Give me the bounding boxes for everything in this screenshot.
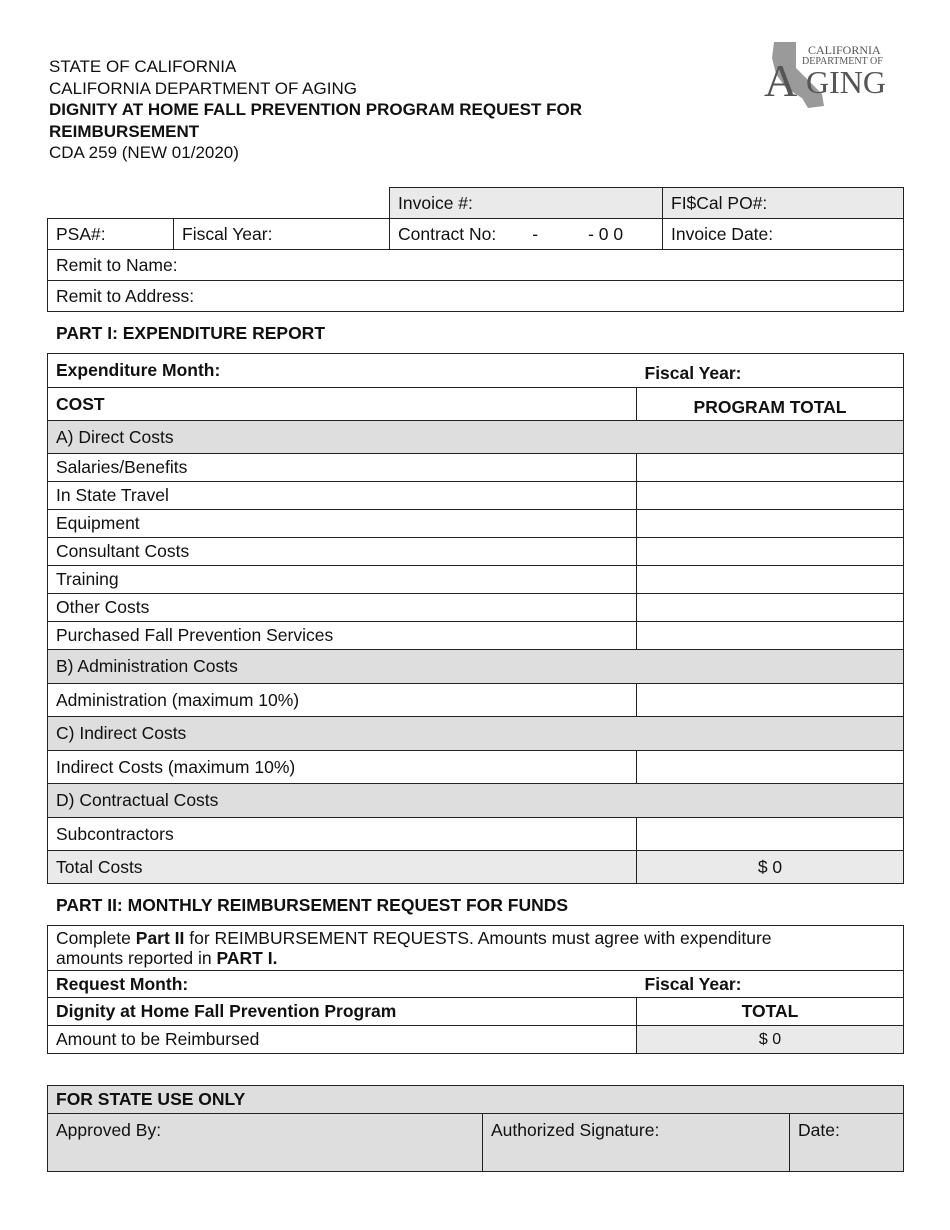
direct-costs-section: A) Direct Costs [48,421,904,454]
part2-title: PART II: MONTHLY REIMBURSEMENT REQUEST FOR FUNDS [56,895,569,915]
request-month-field[interactable]: Request Month: [48,971,637,998]
expenditure-report-table [47,353,904,884]
contract-label: Contract No: [398,223,497,244]
cost-row-label: Subcontractors [48,818,637,851]
department-line: CALIFORNIA DEPARTMENT OF AGING [49,78,357,98]
logo-ging-text: GING [806,64,886,100]
approved-by-field[interactable]: Approved By: [48,1114,483,1172]
fiscal-po-field[interactable]: FI$Cal PO#: [663,188,904,219]
part2-fiscal-year-field[interactable]: Fiscal Year: [637,971,904,998]
total-costs-value: $ 0 [637,851,904,884]
instructions-bold-part1: PART I. [216,948,278,968]
state-use-title: FOR STATE USE ONLY [48,1086,904,1114]
equipment-input[interactable] [637,510,904,538]
admin-costs-section: B) Administration Costs [48,650,904,684]
instructions-bold-part2: Part II [135,928,185,948]
form-title-line1: DIGNITY AT HOME FALL PREVENTION PROGRAM REQUEST FOR [49,100,583,119]
state-use-table [47,1085,904,1172]
instructions-text: amounts reported in [56,948,217,968]
reimbursement-request-table [47,925,904,1054]
training-input[interactable] [637,566,904,594]
logo-department-text: DEPARTMENT OF [802,56,883,67]
contract-suffix: - 0 0 [588,223,624,244]
form-title-line2: REIMBURSEMENT [49,121,200,141]
cost-row-label: Salaries/Benefits [48,454,637,482]
indirect-costs-section: C) Indirect Costs [48,717,904,751]
invoice-info-table [47,187,904,312]
remit-address-field[interactable]: Remit to Address: [48,281,904,312]
form-number: CDA 259 (NEW 01/2020) [49,143,239,162]
cost-header: COST [48,388,637,421]
consultant-costs-input[interactable] [637,538,904,566]
program-total-header: PROGRAM TOTAL [637,388,904,421]
total-header: TOTAL [637,998,904,1026]
invoice-date-field[interactable]: Invoice Date: [663,219,904,250]
purchased-services-input[interactable] [637,622,904,650]
cost-row-label: Consultant Costs [48,538,637,566]
invoice-number-field[interactable]: Invoice #: [390,188,663,219]
contract-dash: - [532,223,539,244]
cost-row-label: Purchased Fall Prevention Services [48,622,637,650]
in-state-travel-input[interactable] [637,482,904,510]
cost-row-label: Other Costs [48,594,637,622]
remit-name-field[interactable]: Remit to Name: [48,250,904,281]
contract-number-field[interactable] [390,219,663,250]
cda-logo [762,38,898,110]
part1-title: PART I: EXPENDITURE REPORT [56,323,326,343]
date-field[interactable]: Date: [790,1114,904,1172]
instructions-text: for REIMBURSEMENT REQUESTS. Amounts must agree with expenditure [184,928,772,948]
part2-instructions [48,926,904,971]
contractual-costs-section: D) Contractual Costs [48,784,904,818]
form-header [49,56,582,164]
psa-field[interactable]: PSA#: [48,219,174,250]
part1-fiscal-year-field[interactable]: Fiscal Year: [637,354,904,388]
logo-california-text: CALIFORNIA [808,43,881,57]
indirect-costs-input[interactable] [637,751,904,784]
cost-row-label: Equipment [48,510,637,538]
total-costs-label: Total Costs [48,851,637,884]
cost-row-label: Indirect Costs (maximum 10%) [48,751,637,784]
program-header: Dignity at Home Fall Prevention Program [48,998,637,1026]
salaries-benefits-input[interactable] [637,454,904,482]
authorized-signature-field[interactable]: Authorized Signature: [483,1114,790,1172]
other-costs-input[interactable] [637,594,904,622]
amount-reimbursed-label: Amount to be Reimbursed [48,1026,637,1054]
subcontractors-input[interactable] [637,818,904,851]
administration-input[interactable] [637,684,904,717]
instructions-text: Complete [56,928,136,948]
expenditure-month-field[interactable]: Expenditure Month: [48,354,637,388]
cost-row-label: Administration (maximum 10%) [48,684,637,717]
fiscal-year-field[interactable]: Fiscal Year: [174,219,390,250]
state-line: STATE OF CALIFORNIA [49,57,237,76]
cost-row-label: In State Travel [48,482,637,510]
cost-row-label: Training [48,566,637,594]
amount-reimbursed-value: $ 0 [637,1026,904,1054]
logo-big-a: A [764,55,798,106]
